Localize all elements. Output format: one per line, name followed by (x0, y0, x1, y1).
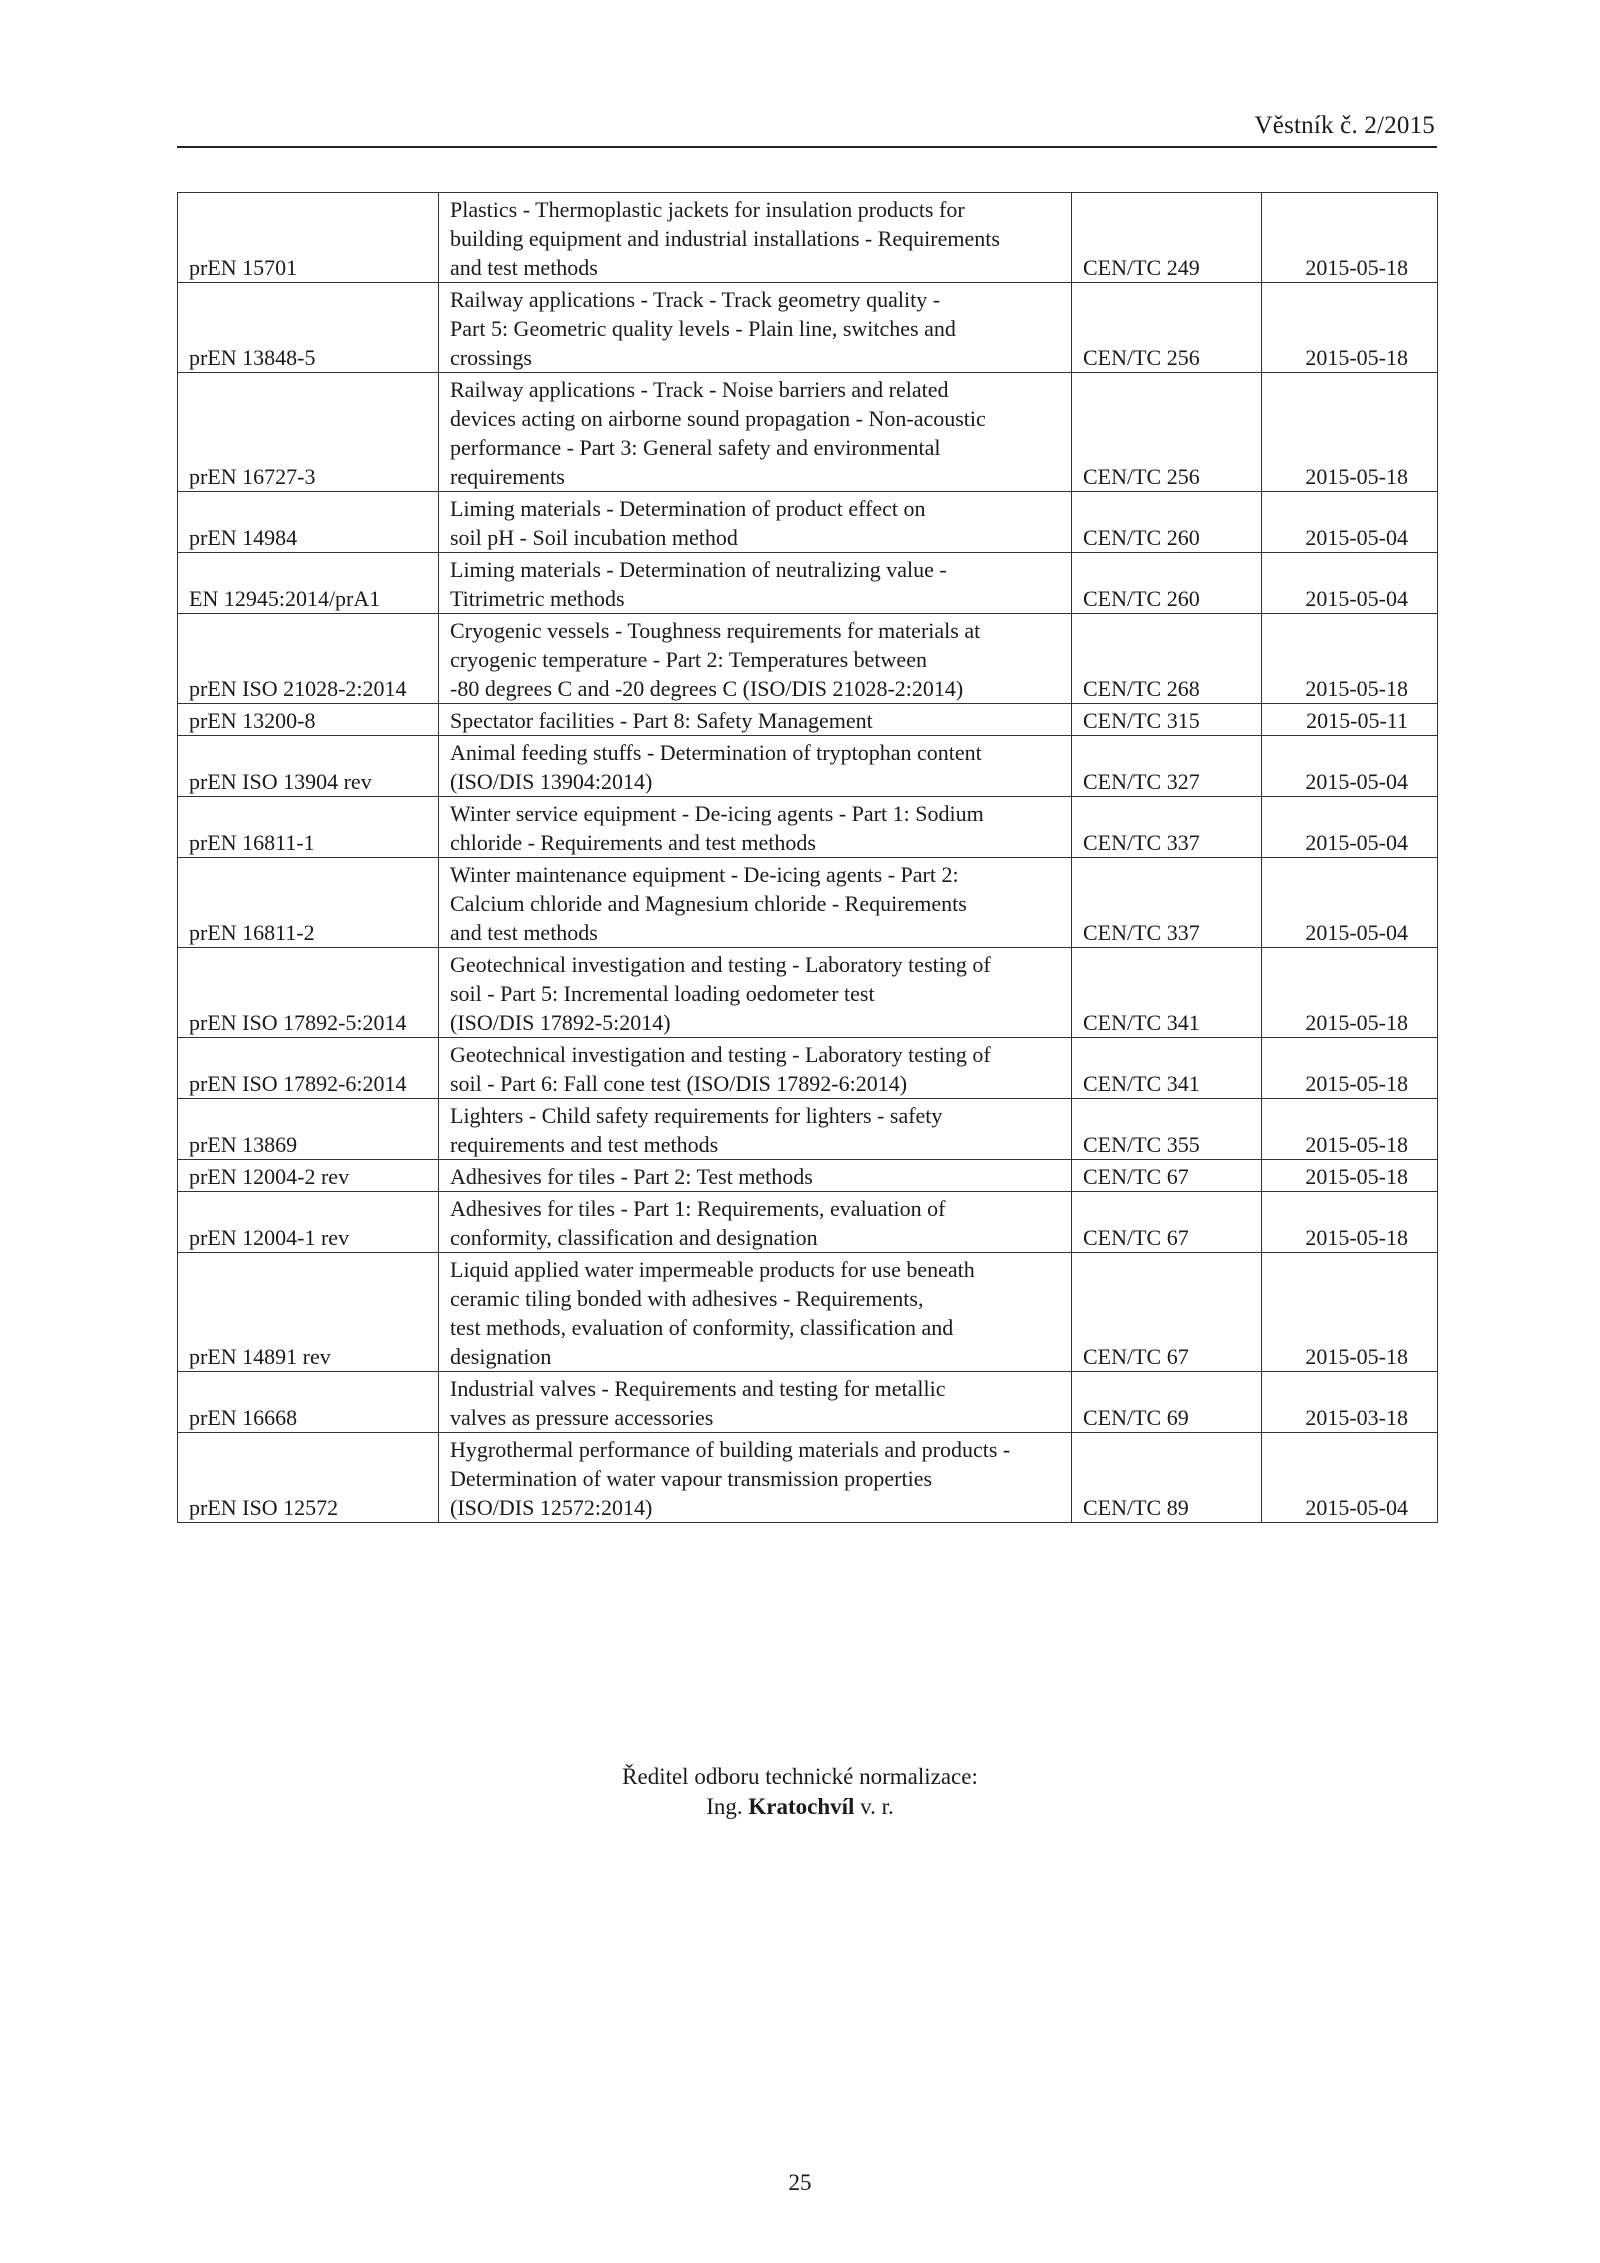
title-line: and test methods (450, 255, 598, 280)
title-line: designation (450, 1344, 552, 1369)
signature-prefix: Ing. (706, 1794, 743, 1819)
standard-title (439, 1433, 1072, 1523)
title-line: Geotechnical investigation and testing - Laboratory testing of (450, 952, 991, 977)
deadline-date: 2015-05-18 (1262, 1253, 1438, 1372)
standard-code: prEN 15701 (178, 193, 439, 283)
signature-suffix: v. r. (860, 1794, 894, 1819)
standard-title (439, 736, 1072, 797)
title-line: Adhesives for tiles - Part 2: Test methods (450, 1164, 813, 1189)
title-line: Railway applications - Track - Noise barriers and related (450, 377, 949, 402)
deadline-date: 2015-05-18 (1262, 193, 1438, 283)
title-line: and test methods (450, 920, 598, 945)
deadline-date: 2015-05-11 (1262, 704, 1438, 736)
title-line: Industrial valves - Requirements and testing for metallic (450, 1376, 946, 1401)
technical-committee: CEN/TC 355 (1072, 1099, 1262, 1160)
standard-code: EN 12945:2014/prA1 (178, 553, 439, 614)
title-line: (ISO/DIS 13904:2014) (450, 769, 653, 794)
deadline-date: 2015-03-18 (1262, 1372, 1438, 1433)
deadline-date: 2015-05-04 (1262, 492, 1438, 553)
standard-code: prEN ISO 17892-6:2014 (178, 1038, 439, 1099)
title-line: (ISO/DIS 12572:2014) (450, 1495, 653, 1520)
page-number: 25 (788, 2170, 812, 2195)
title-line: Cryogenic vessels - Toughness requirements for materials at (450, 618, 981, 643)
title-line: test methods, evaluation of conformity, classification and (450, 1315, 954, 1340)
standard-title (439, 1192, 1072, 1253)
technical-committee: CEN/TC 256 (1072, 283, 1262, 373)
title-line: Determination of water vapour transmission properties (450, 1466, 933, 1491)
deadline-date: 2015-05-04 (1262, 1433, 1438, 1523)
title-line: conformity, classification and designation (450, 1225, 818, 1250)
deadline-date: 2015-05-18 (1262, 1099, 1438, 1160)
title-line: requirements and test methods (450, 1132, 719, 1157)
standards-table (177, 192, 1438, 1523)
standards-table-body (178, 193, 1438, 1523)
table-row (178, 858, 1438, 948)
table-row (178, 614, 1438, 704)
title-line: Plastics - Thermoplastic jackets for insulation products for (450, 197, 965, 222)
table-row (178, 373, 1438, 492)
standard-title (439, 1099, 1072, 1160)
technical-committee: CEN/TC 341 (1072, 948, 1262, 1038)
standard-code: prEN 12004-1 rev (178, 1192, 439, 1253)
standard-code: prEN ISO 13904 rev (178, 736, 439, 797)
technical-committee: CEN/TC 67 (1072, 1192, 1262, 1253)
title-line: Liquid applied water impermeable products for use beneath (450, 1257, 975, 1282)
standard-code: prEN 12004-2 rev (178, 1160, 439, 1192)
title-line: Calcium chloride and Magnesium chloride - Requirements (450, 891, 967, 916)
technical-committee: CEN/TC 67 (1072, 1253, 1262, 1372)
title-line: soil pH - Soil incubation method (450, 525, 738, 550)
table-row (178, 553, 1438, 614)
standard-code: prEN 16811-1 (178, 797, 439, 858)
standard-title (439, 948, 1072, 1038)
table-row (178, 1099, 1438, 1160)
technical-committee: CEN/TC 89 (1072, 1433, 1262, 1523)
title-line: cryogenic temperature - Part 2: Temperatures between (450, 647, 927, 672)
table-row (178, 1372, 1438, 1433)
deadline-date: 2015-05-18 (1262, 1038, 1438, 1099)
table-row (178, 492, 1438, 553)
title-line: crossings (450, 345, 532, 370)
title-line: Lighters - Child safety requirements for lighters - safety (450, 1103, 943, 1128)
header-divider (177, 146, 1437, 148)
standard-code: prEN 16811-2 (178, 858, 439, 948)
standard-title (439, 704, 1072, 736)
technical-committee: CEN/TC 337 (1072, 858, 1262, 948)
signature-block (0, 1762, 1600, 1822)
title-line: performance - Part 3: General safety and environmental (450, 435, 941, 460)
title-line: Liming materials - Determination of product effect on (450, 496, 926, 521)
technical-committee: CEN/TC 268 (1072, 614, 1262, 704)
signature-role: Ředitel odboru technické normalizace: (622, 1764, 978, 1789)
standard-title (439, 373, 1072, 492)
standard-title (439, 858, 1072, 948)
technical-committee: CEN/TC 67 (1072, 1160, 1262, 1192)
title-line: Liming materials - Determination of neutralizing value - (450, 557, 947, 582)
technical-committee: CEN/TC 249 (1072, 193, 1262, 283)
standard-title (439, 193, 1072, 283)
standard-code: prEN 16668 (178, 1372, 439, 1433)
standard-title (439, 614, 1072, 704)
standard-code: prEN 13869 (178, 1099, 439, 1160)
standard-code: prEN 14984 (178, 492, 439, 553)
standard-code: prEN 14891 rev (178, 1253, 439, 1372)
table-row (178, 736, 1438, 797)
deadline-date: 2015-05-04 (1262, 553, 1438, 614)
title-line: Winter service equipment - De-icing agents - Part 1: Sodium (450, 801, 984, 826)
standard-code: prEN 16727-3 (178, 373, 439, 492)
title-line: Geotechnical investigation and testing - Laboratory testing of (450, 1042, 991, 1067)
deadline-date: 2015-05-18 (1262, 1160, 1438, 1192)
title-line: Hygrothermal performance of building materials and products - (450, 1437, 1011, 1462)
title-line: requirements (450, 464, 565, 489)
table-row (178, 1160, 1438, 1192)
table-row (178, 797, 1438, 858)
deadline-date: 2015-05-04 (1262, 858, 1438, 948)
technical-committee: CEN/TC 327 (1072, 736, 1262, 797)
table-row (178, 1253, 1438, 1372)
technical-committee: CEN/TC 315 (1072, 704, 1262, 736)
title-line: building equipment and industrial installations - Requirements (450, 226, 1000, 251)
technical-committee: CEN/TC 260 (1072, 492, 1262, 553)
title-line: devices acting on airborne sound propagation - Non-acoustic (450, 406, 986, 431)
standard-code: prEN 13848-5 (178, 283, 439, 373)
title-line: Animal feeding stuffs - Determination of tryptophan content (450, 740, 982, 765)
deadline-date: 2015-05-04 (1262, 736, 1438, 797)
deadline-date: 2015-05-18 (1262, 614, 1438, 704)
signature-line (0, 1792, 1600, 1822)
title-line: (ISO/DIS 17892-5:2014) (450, 1010, 671, 1035)
standard-title (439, 1253, 1072, 1372)
deadline-date: 2015-05-18 (1262, 1192, 1438, 1253)
deadline-date: 2015-05-18 (1262, 373, 1438, 492)
deadline-date: 2015-05-18 (1262, 283, 1438, 373)
title-line: valves as pressure accessories (450, 1405, 714, 1430)
standard-title (439, 1372, 1072, 1433)
standard-title (439, 553, 1072, 614)
technical-committee: CEN/TC 260 (1072, 553, 1262, 614)
deadline-date: 2015-05-18 (1262, 948, 1438, 1038)
technical-committee: CEN/TC 256 (1072, 373, 1262, 492)
standard-code: prEN ISO 17892-5:2014 (178, 948, 439, 1038)
standard-title (439, 492, 1072, 553)
table-row (178, 948, 1438, 1038)
title-line: Railway applications - Track - Track geometry quality - (450, 287, 941, 312)
title-line: Spectator facilities - Part 8: Safety Management (450, 708, 873, 733)
title-line: chloride - Requirements and test methods (450, 830, 816, 855)
table-row (178, 1192, 1438, 1253)
table-row (178, 704, 1438, 736)
title-line: soil - Part 6: Fall cone test (ISO/DIS 17892-6:2014) (450, 1071, 908, 1096)
deadline-date: 2015-05-04 (1262, 797, 1438, 858)
technical-committee: CEN/TC 341 (1072, 1038, 1262, 1099)
title-line: Adhesives for tiles - Part 1: Requirements, evaluation of (450, 1196, 946, 1221)
standard-title (439, 797, 1072, 858)
table-row (178, 1433, 1438, 1523)
title-line: Part 5: Geometric quality levels - Plain line, switches and (450, 316, 956, 341)
table-row (178, 193, 1438, 283)
title-line: ceramic tiling bonded with adhesives - Requirements, (450, 1286, 924, 1311)
table-row (178, 1038, 1438, 1099)
title-line: -80 degrees C and -20 degrees C (ISO/DIS 21028-2:2014) (450, 676, 964, 701)
standard-title (439, 283, 1072, 373)
technical-committee: CEN/TC 69 (1072, 1372, 1262, 1433)
standard-code: prEN ISO 12572 (178, 1433, 439, 1523)
title-line: Titrimetric methods (450, 586, 625, 611)
technical-committee: CEN/TC 337 (1072, 797, 1262, 858)
standard-title (439, 1160, 1072, 1192)
standard-code: prEN 13200-8 (178, 704, 439, 736)
title-line: soil - Part 5: Incremental loading oedometer test (450, 981, 875, 1006)
table-row (178, 283, 1438, 373)
signature-name: Kratochvíl (748, 1794, 855, 1819)
standard-code: prEN ISO 21028-2:2014 (178, 614, 439, 704)
standard-title (439, 1038, 1072, 1099)
journal-title: Věstník č. 2/2015 (1254, 112, 1435, 139)
title-line: Winter maintenance equipment - De-icing agents - Part 2: (450, 862, 959, 887)
